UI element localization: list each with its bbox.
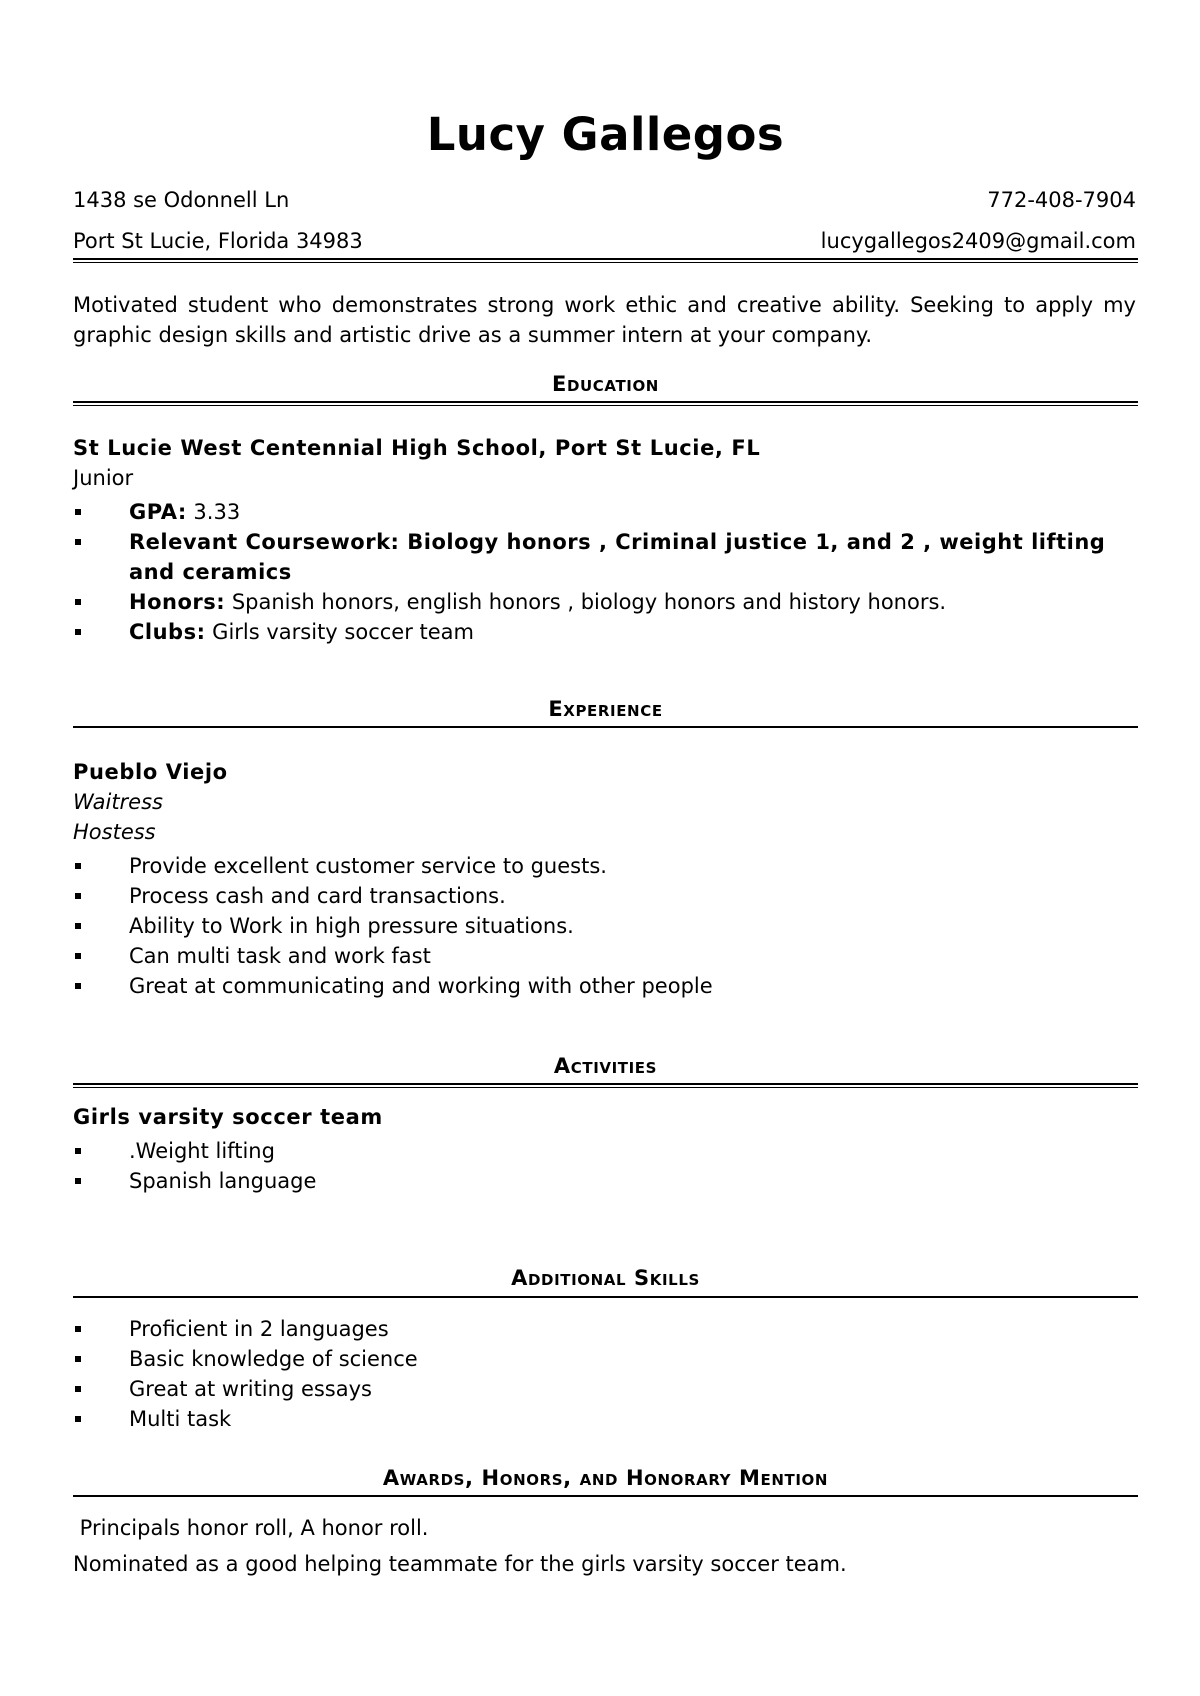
skills-heading: Additional Skills [511, 1266, 700, 1290]
activity-title: Girls varsity soccer team [73, 1105, 383, 1129]
list-item: Honors: Spanish honors, english honors , biology honors and history honors. [73, 587, 1138, 617]
awards-section [73, 1510, 1138, 1582]
objective-summary: Motivated student who demonstrates strong work ethic and creative ability. Seeking to apply my graphic design skills and artistic drive as a summer intern at your company. [73, 293, 1136, 347]
award-line: Principals honor roll, A honor roll. [73, 1516, 429, 1540]
list-item: .Weight lifting [73, 1136, 1138, 1166]
phone-number: 772-408-7904 [987, 188, 1136, 212]
experience-divider [73, 726, 1138, 728]
skills-section [73, 1310, 1138, 1434]
education-divider [73, 401, 1138, 406]
list-item: Great at writing essays [73, 1374, 1138, 1404]
school-grade: Junior [73, 466, 134, 490]
experience-section [73, 757, 1138, 1001]
list-item: Provide excellent customer service to guests. [73, 851, 1138, 881]
employer-name: Pueblo Viejo [73, 760, 228, 784]
job-role: Waitress [73, 790, 163, 814]
list-item: Can multi task and work fast [73, 941, 1138, 971]
list-item: Process cash and card transactions. [73, 881, 1138, 911]
skills-list [73, 1314, 1138, 1434]
header-divider [73, 258, 1138, 263]
education-heading: Education [552, 372, 659, 396]
email-address: lucygallegos2409@gmail.com [820, 229, 1136, 253]
list-item: GPA: 3.33 [73, 497, 1138, 527]
awards-heading: Awards, Honors, and Honorary Mention [382, 1466, 829, 1490]
activities-list [73, 1136, 1138, 1196]
award-line: Nominated as a good helping teammate for the girls varsity soccer team. [73, 1552, 847, 1576]
contact-row-1 [73, 188, 1138, 216]
address-line-2: Port St Lucie, Florida 34983 [73, 229, 363, 253]
list-item: Spanish language [73, 1166, 1138, 1196]
school-name: St Lucie West Centennial High School, Port St Lucie, FL [73, 436, 761, 460]
candidate-name: Lucy Gallegos [426, 108, 785, 161]
job-role: Hostess [73, 820, 156, 844]
education-list [73, 497, 1138, 647]
list-item: Multi task [73, 1404, 1138, 1434]
skills-divider [73, 1296, 1138, 1298]
contact-row-2 [73, 229, 1138, 257]
list-item: Relevant Coursework: Biology honors , Criminal justice 1, and 2 , weight lifting and ceramics [73, 527, 1138, 587]
list-item: Proficient in 2 languages [73, 1314, 1138, 1344]
education-section [73, 433, 1138, 647]
experience-heading: Experience [548, 697, 663, 721]
address-line-1: 1438 se Odonnell Ln [73, 188, 290, 212]
experience-list [73, 851, 1138, 1001]
activities-section [73, 1102, 1138, 1196]
list-item: Ability to Work in high pressure situations. [73, 911, 1138, 941]
awards-divider [73, 1495, 1138, 1497]
activities-heading: Activities [553, 1054, 658, 1078]
list-item: Basic knowledge of science [73, 1344, 1138, 1374]
activities-divider [73, 1083, 1138, 1088]
list-item: Clubs: Girls varsity soccer team [73, 617, 1138, 647]
list-item: Great at communicating and working with other people [73, 971, 1138, 1001]
